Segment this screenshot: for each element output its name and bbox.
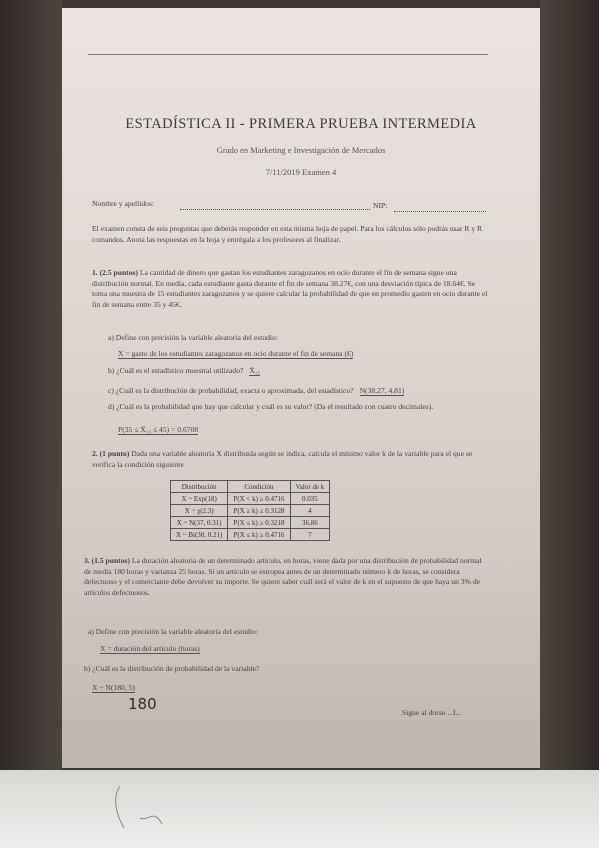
q1-c-text: c) ¿Cuál es la distribución de probabilidad, exacta o aproximada, del estadístico? [108, 386, 354, 395]
table-header: Condición [228, 481, 290, 493]
left-shadow [0, 0, 62, 770]
table-row [171, 529, 330, 541]
floor-area [0, 770, 599, 848]
q1-a: a) Define con precisión la variable aleatoria del estudio: [108, 333, 278, 342]
q3-text: La duración aleatoria de un determinado artículo, en horas, viene dada por una distribución de probabilidad normal de media 180 horas y varianza 25 horas. Si un artículo se estropea antes de un determinado número k de horas, se considera defectuoso y el comerciante debe devolver su importe. Se quiere saber cuál será el valor de k en el supuesto de que haya un 3% de artículos defectuosos. [84, 556, 482, 597]
table-cell: P(X < k) ≥ 0.4716 [228, 493, 290, 505]
q3-a-answer [100, 644, 200, 655]
top-rule [88, 54, 488, 55]
q3-a-answer-text: X = duración del artículo (horas) [100, 644, 200, 653]
nip-label: NIP: [373, 201, 388, 210]
q1-b-text: b) ¿Cuál es el estadístico muestral utilizado? [108, 366, 244, 375]
table-row [171, 505, 330, 517]
q1-c-answer: N(38.27, 4.81) [359, 386, 405, 395]
q3-b-answer [92, 683, 135, 694]
table-cell: P(X ≥ k) ≤ 0.3128 [228, 505, 290, 517]
q1-b-answer: X̄₁₅ [249, 366, 261, 375]
q3-b-answer-text: X ~ N(180, 5) [92, 683, 135, 692]
q1-text: La cantidad de dinero que gastan los estudiantes zaragozanos en ocio durante el fin de semana sigue una distribución normal. En media, cada estudiante gasta durante el fin de semana 38.27€, con una desviación típica de 18.64€. Se toma una muestra de 15 estudiantes zaragozanos y se quiere calcular la probabilidad de que en promedio gasten en ocio durante el fin de semana entre 35 y 45€. [92, 268, 488, 309]
table-cell: P(X ≤ k) ≥ 0.4716 [228, 529, 290, 541]
q2-table [170, 480, 330, 541]
q2-text: Dada una variable aleatoria X distribuida según se indica, calcula el mínimo valor k de la variable para el que se verifica la condición siguiente [92, 449, 473, 469]
table-cell: X ~ N(37, 0.31) [171, 517, 228, 529]
q1-b [108, 366, 260, 377]
footer-text: Sigue al dorso ...I... [402, 708, 462, 717]
name-label: Nombre y apellidos: [92, 199, 155, 208]
q1-c [108, 386, 404, 397]
table-header-row [171, 481, 330, 493]
q3-block [84, 556, 486, 598]
exam-title: ESTADÍSTICA II - PRIMERA PRUEBA INTERMEDIA [125, 116, 477, 132]
scribble-mark [110, 778, 190, 838]
table-cell: 0.035 [290, 493, 330, 505]
intro-text: El examen consta de seis preguntas que deberás responder en esta misma hoja de papel. Para los cálculos sólo podrás usar R y R comandos. Anota las respuestas en la hoja y entrégala a los profesores al finalizar. [92, 224, 483, 244]
table-header: Valor de k [290, 481, 330, 493]
exam-date: 7/11/2019 Examen 4 [265, 167, 337, 177]
q3-b: b) ¿Cuál es la distribución de probabilidad de la variable? [84, 664, 260, 673]
q1-d-answer [118, 425, 198, 436]
q2-number: 2. (1 punto) [92, 449, 130, 458]
q1-a-answer [118, 349, 353, 360]
table-cell: X ~ Exp(18) [171, 493, 228, 505]
table-cell: P(X ≤ k) ≥ 0.3218 [228, 517, 290, 529]
q2-block [92, 449, 486, 470]
table-cell: 4 [290, 505, 330, 517]
table-row [171, 493, 330, 505]
q3-a: a) Define con precisión la variable aleatoria del estudio: [88, 627, 258, 636]
table-cell: 7 [290, 529, 330, 541]
nip-field[interactable] [394, 211, 486, 212]
q1-a-answer-text: X = gasto de los estudiantes zaragozanos en ocio durante el fin de semana (€) [118, 349, 354, 358]
q1-number: 1. (2.5 puntos) [92, 268, 138, 277]
name-field[interactable] [180, 209, 370, 210]
handwritten-note: 180 [128, 695, 157, 713]
q3-number: 3. (1.5 puntos) [84, 556, 130, 565]
q1-d-answer-text: P(35 ≤ X̄₁₅ ≤ 45) = 0.6708 [118, 425, 199, 434]
q1-block [92, 268, 488, 310]
table-cell: X ~ Bi(30, 0.21) [171, 529, 228, 541]
q1-d: d) ¿Cuál es la probabilidad que hay que calcular y cuál es su valor? (Da el resultado con cuatro decimales). [108, 402, 434, 411]
right-shadow [540, 0, 599, 770]
degree-name: Grado en Marketing e Investigación de Mercados [216, 145, 386, 155]
table-header: Distribución [171, 481, 228, 493]
table-cell: X ~ χ(2.3) [171, 505, 228, 517]
table-row [171, 517, 330, 529]
table-cell: 36.86 [290, 517, 330, 529]
